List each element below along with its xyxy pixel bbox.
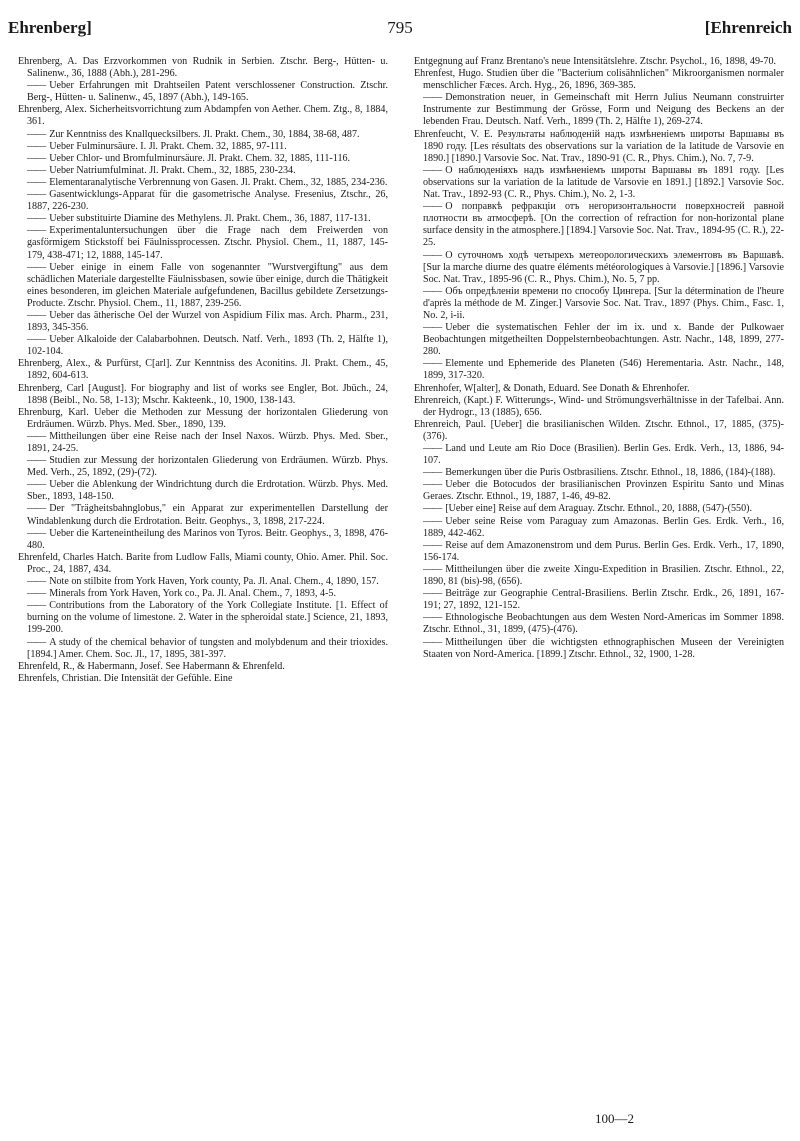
left-running-head: Ehrenberg] [8,18,92,37]
bibliography-entry: —— Ueber Erfahrungen mit Drahtseilen Patent verschlossener Construction. Ztschr. Berg-, Hütten- u. Salinenw., 45, 1897 (Abh.), 149-165. [18,80,388,104]
bibliography-entry: —— Minerals from York Haven, York co., Pa. Jl. Anal. Chem., 7, 1893, 4-5. [18,588,388,600]
bibliography-entry: Ehrenfeld, Charles Hatch. Barite from Ludlow Falls, Miami county, Ohio. Amer. Phil. Soc. Proc., 24, 1887, 434. [18,551,388,575]
bibliography-entry: —— О наблюденіяхъ надъ измѣненіемъ широты Варшавы въ 1891 году. [Les observations sur la variation de la latitude de Varsovie en 1891.] [1892.] Varsovie Soc. Nat. Trav., 1892-93 (C. R., Phys. Chim.), No. 2, 1-3. [414,165,784,201]
bibliography-entry: Ehrenhofer, W[alter], & Donath, Eduard. See Donath & Ehrenhofer. [414,382,690,394]
bibliography-entry: —— Ueber Natriumfulminat. Jl. Prakt. Chem., 32, 1885, 230-234. [18,165,388,177]
bibliography-entry: —— Ueber das ätherische Oel der Wurzel von Aspidium Filix mas. Arch. Pharm., 231, 1893, 345-356. [18,310,388,334]
bibliography-entry: —— Studien zur Messung der horizontalen Gliederung von Erdräumen. Würzb. Phys. Med. Verh., 25, 1892, (29)-(72). [18,455,388,479]
bibliography-entry: Ehrenberg, Carl [August]. For biography and list of works see Engler, Bot. Jbüch., 24, 1898 (Beibl., No. 58, 1-13); Mschr. Kakteenk., 10, 1900, 138-143. [18,382,388,406]
bibliography-entry: —— Ueber seine Reise vom Paraguay zum Amazonas. Berlin Ges. Erdk. Verh., 16, 1889, 442-462. [414,516,784,540]
page-number: 795 [387,18,413,37]
bibliography-entry: —— О поправкѣ рефракціи отъ негоризонтальности поверхностей равной плотности въ атмосферѣ. [On the correction of refraction for non-horizontal plane surface density in the atmosphere.] [1894.] Varsovie Soc. Nat. Trav., 1894-95 (C. R.), 22-25. [414,201,784,249]
bibliography-entry: —— Ueber Fulminursäure. I. Jl. Prakt. Chem. 32, 1885, 97-111. [18,141,388,153]
bibliography-entry: —— О суточномъ ходѣ четырехъ метеорологическихъ элементовъ въ Варшавѣ. [Sur la marche diurne des quatre éléments météorologiques à Varsovie.] [1896.] Varsovie Soc. Nat. Trav., 1895-96 (C. R., Phys. Chim.), No. 5, 7 pp. [414,250,784,286]
bibliography-entry: —— Note on stilbite from York Haven, York county, Pa. Jl. Anal. Chem., 4, 1890, 157. [18,576,388,588]
bibliography-entry: —— Contributions from the Laboratory of the York Collegiate Institute. [1. Effect of burning on the volume of limestone. 2. Water in the spheroidal state.] Science, 21, 1893, 199-200. [18,600,388,636]
bibliography-entry: —— Mittheilungen über eine Reise nach der Insel Naxos. Würzb. Phys. Med. Sber., 1891, 24-25. [18,431,388,455]
bibliography-entry: —— Объ опредѣленіи времени по способу Цингера. [Sur la détermination de l'heure d'après la méthode de M. Zinger.] Varsovie Soc. Nat. Trav., 1897 (Phys. Chim., Fasc. 1, No. 2, i-ii. [414,286,784,322]
bibliography-entry: —— Ueber die Botocudos der brasilianischen Provinzen Espiritu Santo und Minas Geraes. Ztschr. Ethnol., 19, 1887, 1-46, 49-82. [414,479,784,503]
bibliography-entry: —— Elemente und Ephemeride des Planeten (546) Herementaria. Astr. Nachr., 148, 1899, 317-320. [414,358,784,382]
bibliography-entry: —— Elementaranalytische Verbrennung von Gasen. Jl. Prakt. Chem., 32, 1885, 234-236. [18,177,388,189]
bibliography-entry: —— Ueber die systematischen Fehler der im ix. und x. Bande der Pulkowaer Beobachtungen mitgetheilten Doppelsternbeobachtungen. Astr. Nachr., 148, 1899, 277-280. [414,322,784,358]
bibliography-entry: Ehrenfest, Hugo. Studien über die "Bacterium colisähnlichen" Mikroorganismen normaler menschlicher Fæces. Arch. Hyg., 26, 1896, 369-385. [414,68,784,92]
bibliography-entry: —— Ethnologische Beobachtungen aus dem Westen Nord-Americas im Sommer 1898. Ztschr. Ethnol., 31, 1899, (475)-(476). [414,612,784,636]
bibliography-entry: —— Land und Leute am Rio Doce (Brasilien). Berlin Ges. Erdk. Verh., 13, 1886, 94-107. [414,443,784,467]
bibliography-entry: —— Zur Kenntniss des Knallquecksilbers. Jl. Prakt. Chem., 30, 1884, 38-68, 487. [18,129,388,141]
page-header [8,18,792,42]
bibliography-entry: —— A study of the chemical behavior of tungsten and molybdenum and their trioxides. [1894.] Amer. Chem. Soc. Jl., 17, 1895, 381-397. [18,637,388,661]
bibliography-entry: Ehrenreich, Paul. [Ueber] die brasilianischen Wilden. Ztschr. Ethnol., 17, 1885, (375)-(376). [414,418,784,442]
bibliography-entry: —— Experimentaluntersuchungen über die Frage nach dem Freiwerden von gasförmigem Stickstoff bei Fäulnissprocessen. Ztschr. Physiol. Chem., 11, 1887, 145-179, 438-471; 12, 1888, 145-147. [18,225,388,261]
bibliography-entry: Ehrenfels, Christian. Die Intensität der Gefühle. Eine [18,672,233,684]
bibliography-entry: —— Gasentwicklungs-Apparat für die gasometrische Analyse. Fresenius, Ztschr., 26, 1887, 226-230. [18,189,388,213]
bibliography-entry: —— Ueber einige in einem Falle von sogenannter "Wurstvergiftung" aus dem schädlichen Materiale dargestellte Fäulnissbasen, sowie über einige, durch die Thätigkeit eines besonderen, im gleichen Materiale aufgefundenen, Bacillus gebildete Zersetzungs-Producte. Ztschr. Physiol. Chem., 11, 1887, 239-256. [18,262,388,310]
bibliography-entry: —— Ueber die Ablenkung der Windrichtung durch die Erdrotation. Würzb. Phys. Med. Sber., 1893, 148-150. [18,479,388,503]
bibliography-entry: —— Mittheilungen über die zweite Xingu-Expedition in Brasilien. Ztschr. Ethnol., 22, 1890, 81 (bis)-98, (656). [414,564,784,588]
signature-mark: 100—2 [595,1111,634,1126]
bibliography-entry: Ehrenberg, A. Das Erzvorkommen von Rudnik in Serbien. Ztschr. Berg-, Hütten- u. Salinenw., 36, 1888 (Abh.), 281-296. [18,56,388,80]
bibliography-entry: —— Demonstration neuer, in Gemeinschaft mit Herrn Julius Neumann construirter Instrumente zur Bestimmung der Grösse, Form und Neigung des Beckens an der lebenden Frau. Deutsch. Natf. Verh., 1899 (Th. 2, Hälfte 1), 269-274. [414,92,784,128]
bibliography-entry: —— Mittheilungen über die wichtigsten ethnographischen Museen der Vereinigten Staaten von Nord-America. [1899.] Ztschr. Ethnol., 32, 1900, 1-28. [414,637,784,661]
right-column [414,56,784,661]
bibliography-entry: —— Reise auf dem Amazonenstrom und dem Purus. Berlin Ges. Erdk. Verh., 17, 1890, 156-174. [414,540,784,564]
bibliography-entry: —— Beiträge zur Geographie Central-Brasiliens. Berlin Ztschr. Erdk., 26, 1891, 167-191; 27, 1892, 121-152. [414,588,784,612]
bibliography-entry: —— Ueber die Karteneintheilung des Marinos von Tyros. Beitr. Geophys., 3, 1898, 476-480. [18,528,388,552]
left-column [18,56,388,685]
bibliography-entry: Ehrenreich, (Kapt.) F. Witterungs-, Wind- und Strömungsverhältnisse in der Tafelbai. Ann. der Hydrogr., 13 (1885), 656. [414,394,784,418]
bibliography-entry: Ehrenberg, Alex., & Purfürst, C[arl]. Zur Kenntniss des Aconitins. Jl. Prakt. Chem., 45, 1892, 604-613. [18,358,388,382]
bibliography-entry: —— Bemerkungen über die Puris Ostbrasiliens. Ztschr. Ethnol., 18, 1886, (184)-(188). [414,467,784,479]
bibliography-entry: Ehrenfeld, R., & Habermann, Josef. See Habermann & Ehrenfeld. [18,660,285,672]
bibliography-entry: Ehrenberg, Alex. Sicherheitsvorrichtung zum Abdampfen von Aether. Chem. Ztg., 8, 1884, 361. [18,104,388,128]
bibliography-entry: —— Ueber Chlor- und Bromfulminursäure. Jl. Prakt. Chem. 32, 1885, 111-116. [18,153,388,165]
bibliography-entry: —— Ueber substituirte Diamine des Methylens. Jl. Prakt. Chem., 36, 1887, 117-131. [18,213,388,225]
bibliography-entry: Ehrenfeucht, V. E. Результаты наблюденій надъ измѣненіемъ широты Варшавы въ 1890 году. [Les résultats des observations sur la variation de la latitude de Varsovie en 1890.] [1890.] Varsovie Soc. Nat. Trav., 1890-91 (C. R., Phys. Chim.), No. 7, 7-9. [414,128,784,164]
bibliography-entry: —— Der "Trägheitsbahnglobus," ein Apparat zur experimentellen Darstellung der Windablenkung durch die Erdrotation. Beitr. Geophys., 3, 1898, 217-224. [18,503,388,527]
bibliography-entry: —— [Ueber eine] Reise auf dem Araguay. Ztschr. Ethnol., 20, 1888, (547)-(550). [414,503,784,515]
bibliography-entry: —— Ueber Alkaloide der Calabarbohnen. Deutsch. Natf. Verh., 1893 (Th. 2, Hälfte 1), 102-104. [18,334,388,358]
bibliography-entry: Entgegnung auf Franz Brentano's neue Intensitätslehre. Ztschr. Psychol., 16, 1898, 49-70. [414,56,777,67]
bibliography-entry: Ehrenburg, Karl. Ueber die Methoden zur Messung der horizontalen Gliederung von Erdräumen. Würzb. Phys. Med. Sber., 1890, 139. [18,406,388,430]
right-running-head: [Ehrenreich [704,18,792,37]
